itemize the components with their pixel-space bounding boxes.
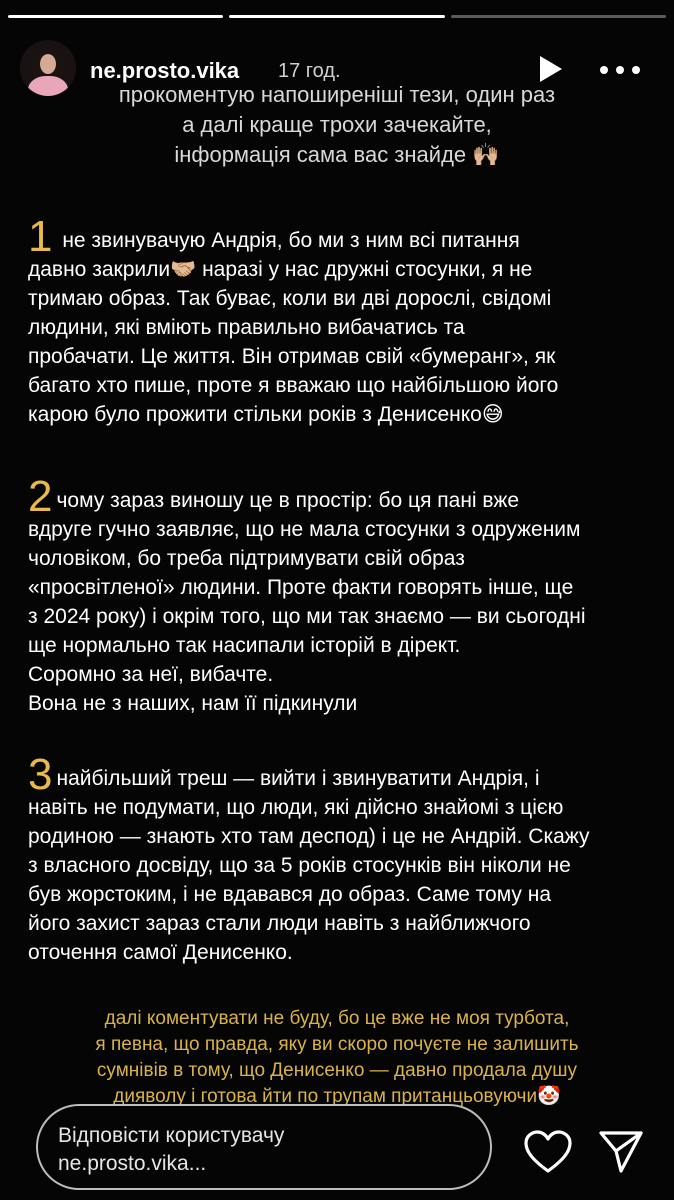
story-progress [8, 15, 666, 18]
heart-icon[interactable] [524, 1130, 572, 1174]
section-line: пробачати. Це життя. Він отримав свій «бумеранг», як [28, 345, 556, 368]
section-text: не звинувачую Андрія, бо ми з ним всі питання [56, 229, 520, 252]
section-line: з власного досвіду, що за 5 років стосунків він ніколи не [28, 854, 571, 877]
reply-input[interactable] [36, 1104, 492, 1190]
outro-line: сумнівів в тому, що Денисенко — давно продала душу [96, 1060, 578, 1081]
post-time: 17 год. [278, 60, 341, 82]
progress-segment [8, 15, 223, 18]
section-line: тримаю образ. Так буває, коли ви дві дорослі, свідомі [28, 287, 552, 310]
section-line: родиною — знають хто там деспод) і це не Андрій. Скажу [28, 825, 590, 848]
outro-text [40, 1006, 634, 1110]
progress-fill [8, 15, 223, 18]
send-icon[interactable] [598, 1128, 644, 1174]
section-1 [28, 212, 658, 429]
section-line: Вона не з наших, нам її підкинули [28, 692, 358, 715]
avatar-face [40, 54, 56, 74]
section-line: вдруге гучно заявляє, що не мала стосунки з одруженим [28, 518, 581, 541]
more-icon[interactable] [600, 66, 640, 74]
outro-line: дияволу і готова йти по трупам пританцьовуючи🤡 [113, 1086, 561, 1107]
section-line: Соромно за неї, вибачте. [28, 663, 274, 686]
section-line [28, 750, 658, 799]
reply-placeholder-line1: Відповісти користувачу [58, 1124, 285, 1147]
section-line: давно закрили🤝🏼 наразі у нас дружні стосунки, я не [28, 258, 533, 281]
section-line: його захист зараз стали люди навіть з найближчого [28, 912, 531, 935]
intro-line: прокоментую напоширеніші тези, один раз [118, 82, 556, 107]
progress-segment [451, 15, 666, 18]
reply-placeholder-line2: ne.prosto.vika... [58, 1152, 207, 1175]
section-line: людини, які вміють правильно вибачатись та [28, 316, 465, 339]
section-line: навіть не подумати, що люди, які дійсно знайомі з цією [28, 796, 564, 819]
intro-line: а далі краще трохи зачекайте, [182, 112, 492, 137]
section-line: був жорстоким, і не вдавався до образ. Саме тому на [28, 883, 552, 906]
section-number: 1 [28, 212, 53, 261]
section-line [28, 472, 658, 521]
progress-segment [229, 15, 444, 18]
more-dot [600, 66, 608, 74]
section-3 [28, 750, 658, 967]
section-line: «просвітленої» людини. Проте факти говорять інше, ще [28, 576, 574, 599]
section-2 [28, 472, 658, 718]
intro-line: інформація сама вас знайде 🙌🏼 [174, 142, 500, 167]
more-dot [616, 66, 624, 74]
section-text: чому зараз виношу це в простір: бо ця пані вже [56, 489, 520, 512]
progress-fill [229, 15, 444, 18]
outro-line: я певна, що правда, яку ви скоро почуєте не залишить [95, 1034, 579, 1055]
section-line: карою було прожити стільки років з Денисенко😅 [28, 403, 504, 426]
intro-text [40, 80, 634, 170]
section-number: 2 [28, 472, 53, 521]
outro-line: далі коментувати не буду, бо це вже не моя турбота, [104, 1008, 570, 1029]
section-line: багато хто пише, проте я вважаю що найбільшою його [28, 374, 559, 397]
section-line: чоловіком, бо треба підтримувати свій образ [28, 547, 465, 570]
play-icon[interactable] [540, 56, 562, 82]
section-line [28, 212, 658, 261]
section-number: 3 [28, 750, 53, 799]
section-text: найбільший треш — вийти і звинуватити Андрія, і [56, 767, 540, 790]
more-dot [632, 66, 640, 74]
section-line: з 2024 року) і окрім того, що ми так знаємо — ви сьогодні [28, 605, 586, 628]
section-line: оточення самої Денисенко. [28, 941, 293, 964]
section-line: ще нормально так насипали історій в дірект. [28, 634, 461, 657]
username[interactable]: ne.prosto.vika [90, 58, 240, 83]
